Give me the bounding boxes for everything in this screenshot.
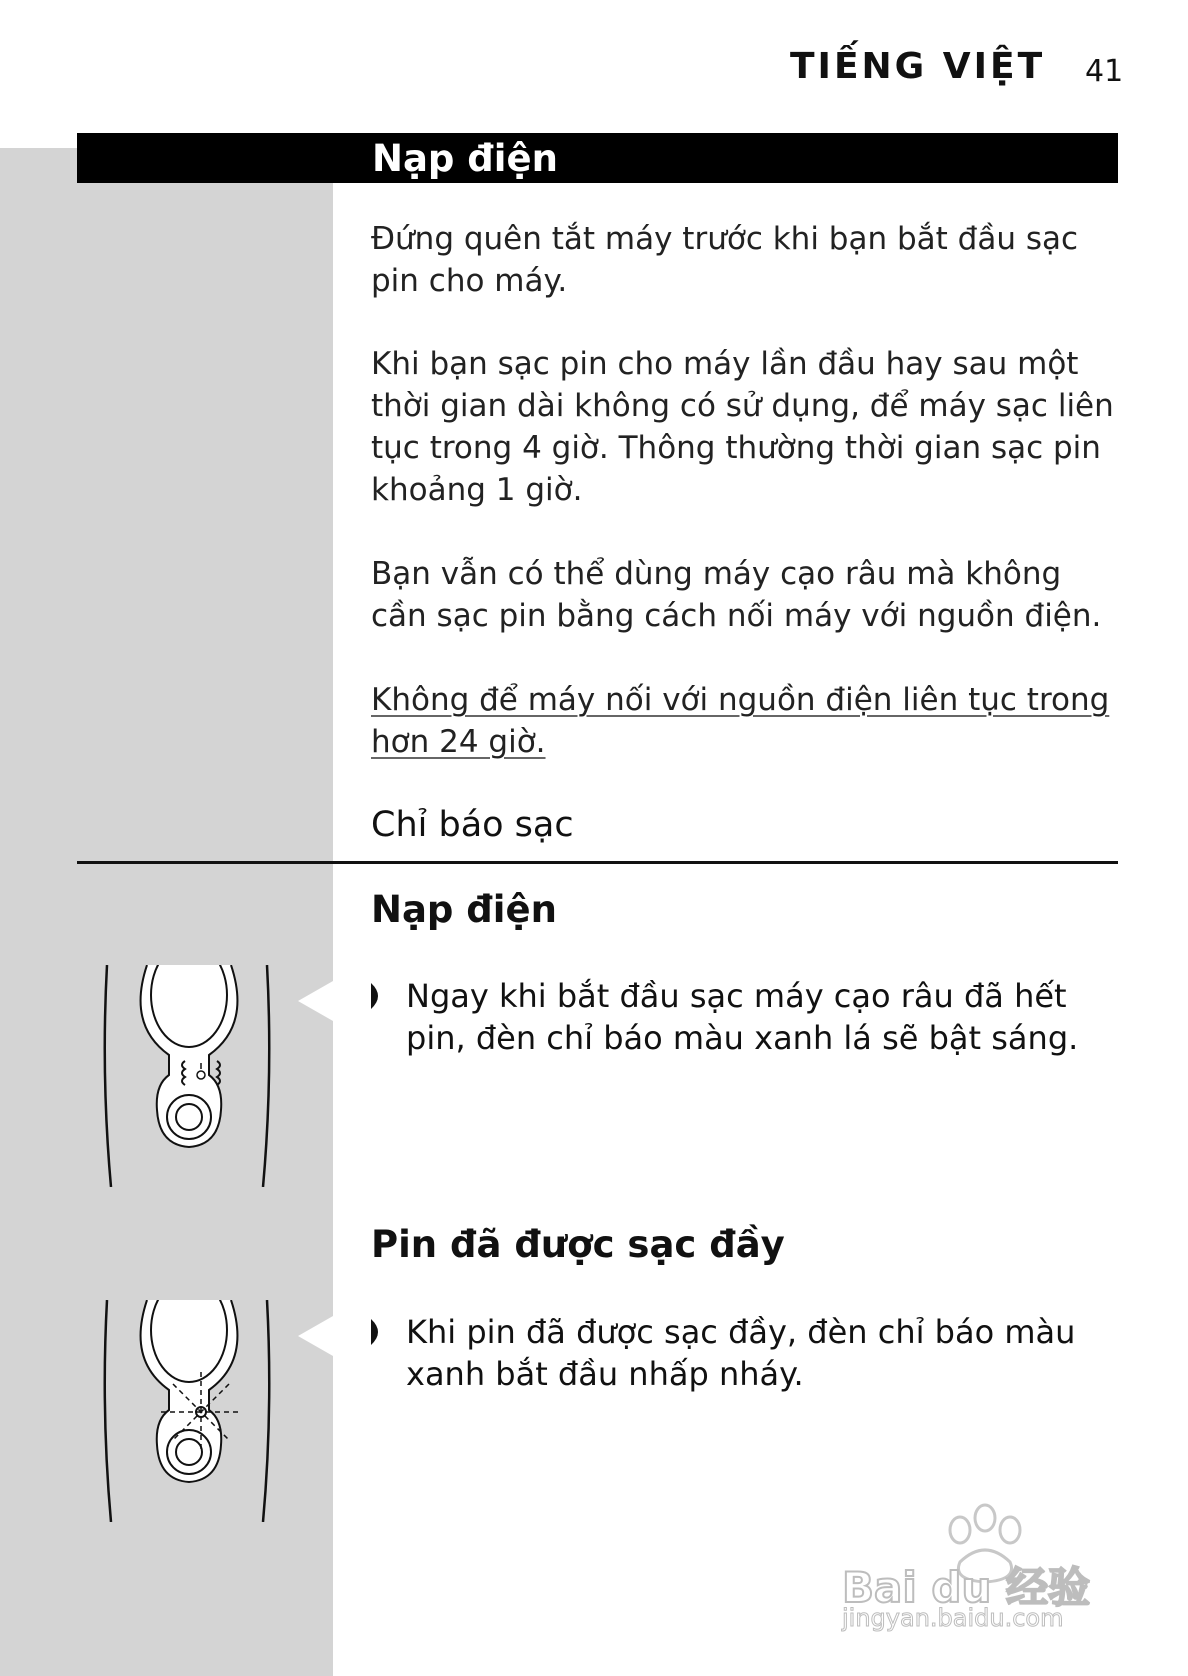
section-title: Nạp điện <box>372 137 558 180</box>
shaver-flashing-light-icon <box>77 1300 297 1522</box>
paragraph-1: Đứng quên tắt máy trước khi bạn bắt đầu sạc pin cho máy. <box>371 221 1079 299</box>
subheading: Chỉ báo sạc <box>371 805 574 845</box>
bullet-fully-charged <box>371 1311 1131 1395</box>
baidu-watermark <box>840 1500 1130 1630</box>
divider <box>77 861 1118 864</box>
section-heading-charging: Nạp điện <box>371 888 557 931</box>
bullet-marker-icon <box>371 1319 385 1345</box>
bullet-text: Ngay khi bắt đầu sạc máy cạo râu đã hết pin, đèn chỉ báo màu xanh lá sẽ bật sáng. <box>406 977 1079 1057</box>
page-number: 41 <box>1085 54 1124 89</box>
paragraph-warning <box>371 679 1121 763</box>
watermark-brand: Bai du 经验 <box>842 1563 1090 1612</box>
watermark-url: jingyan.baidu.com <box>842 1604 1064 1632</box>
pointer-arrow <box>298 981 333 1021</box>
bullet-marker-icon <box>371 983 385 1009</box>
section-heading-fully-charged: Pin đã được sạc đầy <box>371 1223 785 1266</box>
pointer-arrow <box>298 1316 333 1356</box>
paragraph-2: Khi bạn sạc pin cho máy lần đầu hay sau một thời gian dài không có sử dụng, để máy sạc liên tục trong 4 giờ. Thông thường thời gian sạc pin khoảng 1 giờ. <box>371 346 1114 508</box>
section-title-bar <box>77 133 1118 183</box>
warning-text: Không để máy nối với nguồn điện liên tục trong hơn 24 giờ. <box>371 682 1110 760</box>
bullet-text: Khi pin đã được sạc đầy, đèn chỉ báo màu xanh bắt đầu nhấp nháy. <box>406 1313 1076 1393</box>
bullet-charging <box>371 975 1131 1059</box>
paragraph-3: Bạn vẫn có thể dùng máy cạo râu mà không cần sạc pin bằng cách nối máy với nguồn điện. <box>371 556 1102 634</box>
header-language: TIẾNG VIỆT <box>790 46 1046 87</box>
shaver-charging-light-icon <box>77 965 297 1187</box>
